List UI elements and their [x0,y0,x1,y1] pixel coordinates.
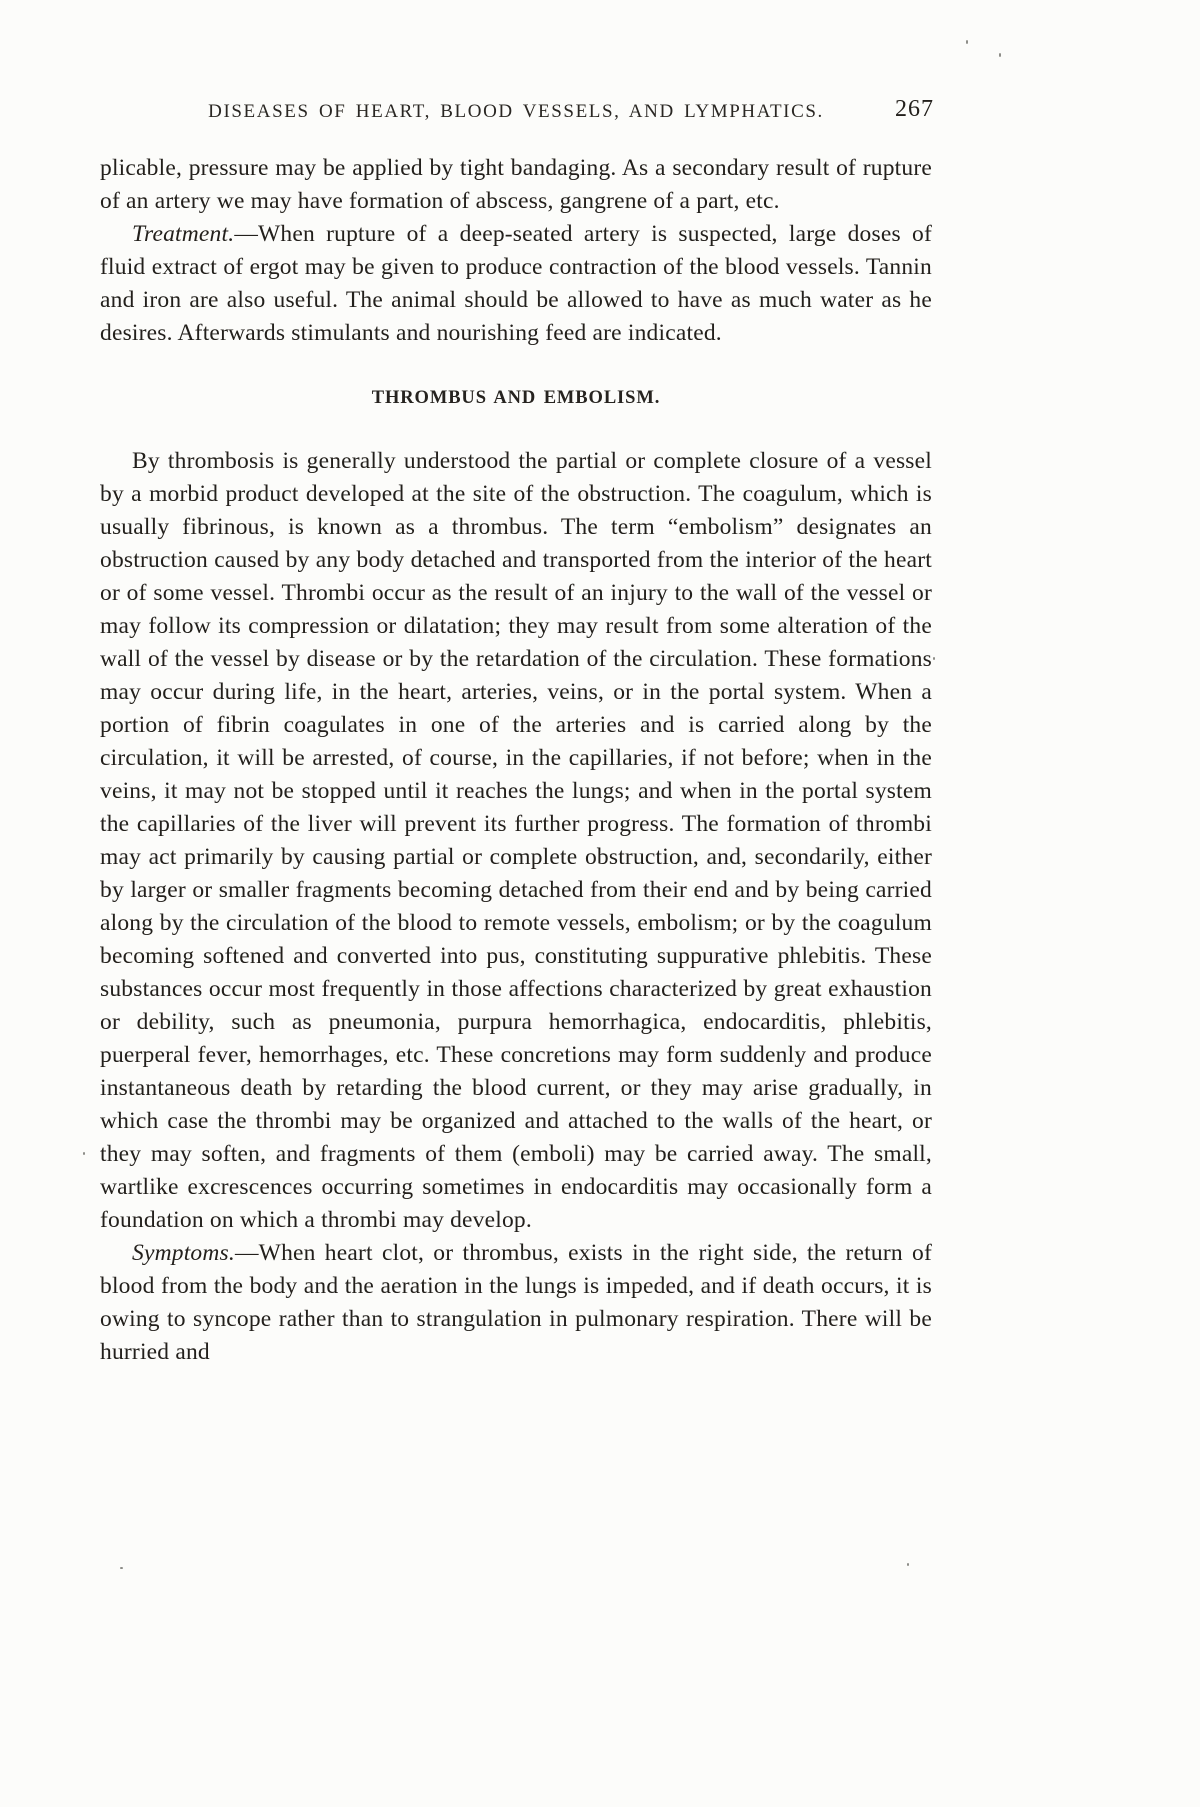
symptoms-label: Symptoms. [132,1240,235,1266]
page-body [100,152,932,1369]
scan-speck [907,1563,909,1566]
scan-speck [999,53,1001,57]
paragraph-symptoms [100,1237,932,1369]
treatment-text: —When rupture of a deep-seated artery is suspected, large doses of fluid extract of ergot may be given to produce contraction of the blood vessels. Tannin and iron are also useful. The animal should be allowed to have as much water as he desires. Afterwards stimulants and nourishing feed are indicated. [100,221,932,346]
section-heading: THROMBUS AND EMBOLISM. [371,388,661,408]
scan-speck [83,1152,85,1155]
paragraph-thrombosis: By thrombosis is generally understood the partial or complete closure of a vessel by a morbid product developed at the site of the obstruction. The coagulum, which is usually fibrinous, is known as a thrombus. The term “embolism” designates an obstruction caused by any body detached and transported from the interior of the heart or of some vessel. Thrombi occur as the result of an injury to the wall of the vessel or may follow its compression or dilatation; they may result from some alteration of the wall of the vessel by disease or by the retardation of the circulation. These formations may occur during life, in the heart, arteries, veins, or in the portal system. When a portion of fibrin coagulates in one of the arteries and is carried along by the circulation, it will be arrested, of course, in the capillaries, if not before; when in the veins, it may not be stopped until it reaches the lungs; and when in the portal system the capillaries of the liver will prevent its further progress. The formation of thrombi may act primarily by causing partial or complete obstruction, and, secondarily, either by larger or smaller fragments becoming detached from their end and by being carried along by the circulation of the blood to remote vessels, embolism; or by the coagulum becoming softened and converted into pus, constituting suppurative phlebitis. These substances occur most frequently in those affections characterized by great exhaustion or debility, such as pneumonia, purpura hemorrhagica, endocarditis, phlebitis, puerperal fever, hemorrhages, etc. These concretions may form suddenly and produce instantaneous death by retarding the blood current, or they may arise gradually, in which case the thrombi may be organized and attached to the walls of the heart, or they may soften, and fragments of them (emboli) may be carried away. The small, wartlike excrescences occurring sometimes in endocarditis may occasionally form a foundation on which a thrombi may develop. [100,448,932,1233]
page-header [100,96,932,126]
symptoms-text: —When heart clot, or thrombus, exists in the right side, the return of blood from the body and the aeration in the lungs is impeded, and if death occurs, it is owing to syncope rather than to strangulation in pulmonary respiration. There will be hurried and [100,1240,932,1365]
scan-speck [120,1567,123,1569]
scan-speck [966,40,968,44]
running-title: DISEASES OF HEART, BLOOD VESSELS, AND LYMPHATICS. [208,101,824,122]
scan-speck [933,657,935,660]
page-number: 267 [895,96,934,122]
paragraph-continuation: plicable, pressure may be applied by tight bandaging. As a secondary result of rupture of an artery we may have formation of abscess, gangrene of a part, etc. [100,155,932,214]
treatment-label: Treatment. [132,221,235,247]
paragraph-treatment [100,218,932,350]
